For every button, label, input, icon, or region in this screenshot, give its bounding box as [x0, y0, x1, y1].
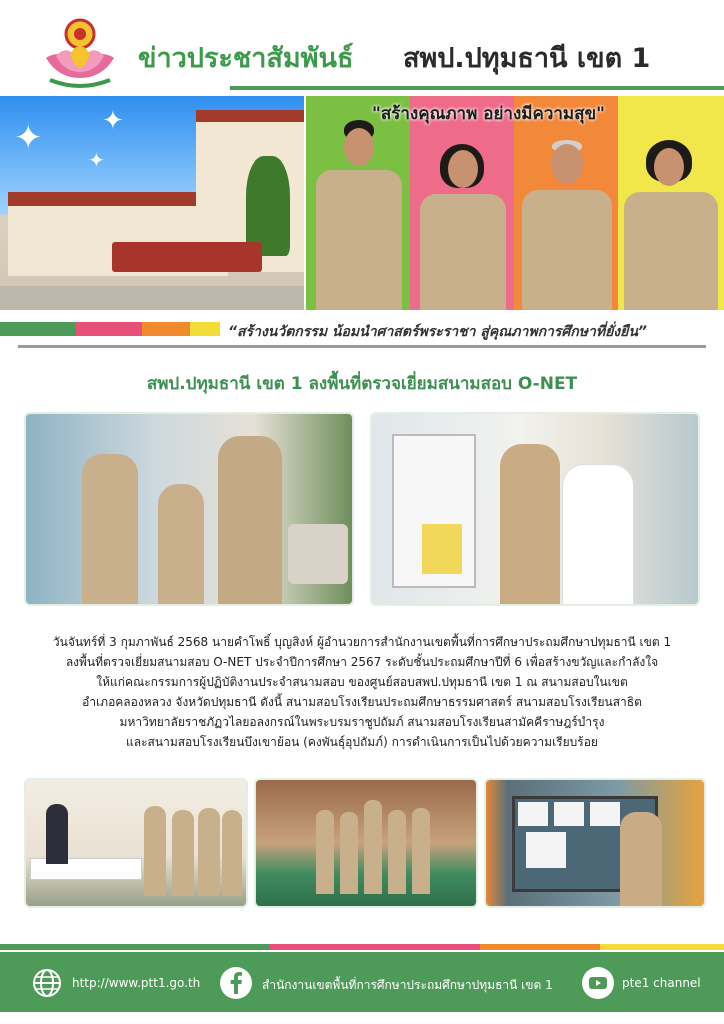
news-body-line: ลงพื้นที่ตรวจเยี่ยมสนามสอบ O-NET ประจำปีการศึกษา 2567 ระดับชั้นประถมศึกษาปีที่ 6 เพื่อสร้างขวัญและกำลังใจ — [65, 655, 659, 669]
news-body — [0, 632, 724, 752]
color-stripe-orange — [142, 322, 190, 336]
header-rule — [230, 86, 724, 90]
official-portrait — [514, 120, 618, 310]
event-photo-exam-list — [486, 780, 704, 906]
youtube-channel-name[interactable]: pte1 channel — [622, 976, 701, 990]
website-link[interactable]: http://www.ptt1.go.th — [72, 976, 201, 990]
footer-stripe-orange — [480, 944, 600, 950]
school-sign — [112, 242, 262, 272]
lotus-emblem-icon — [40, 12, 120, 90]
facebook-page-name[interactable]: สำนักงานเขตพื้นที่การศึกษาประถมศึกษาปทุมธานี เขต 1 — [262, 978, 553, 992]
palm-tree — [246, 156, 290, 256]
banner — [0, 96, 724, 310]
event-photo-notice-board — [372, 414, 698, 604]
banner-slogan: "สร้างคุณภาพ อย่างมีความสุข" — [372, 104, 605, 124]
event-photo-hallway — [26, 414, 352, 604]
news-heading: สพป.ปทุมธานี เขต 1 ลงพื้นที่ตรวจเยี่ยมสนามสอบ O-NET — [146, 374, 578, 394]
sparkle-icon: ✦ — [102, 106, 124, 136]
news-body-line: อำเภอคลองหลวง จังหวัดปทุมธานี ดังนี้ สนามสอบโรงเรียนประถมศึกษาธรรมศาสตร์ สนามสอบโรงเรียนสาธิต — [82, 695, 642, 709]
footer-stripe-green — [0, 944, 270, 950]
color-stripe-green — [0, 322, 76, 336]
news-body-line: และสนามสอบโรงเรียนบึงเขาย้อน (คงพันธุ์อุปถัมภ์) การดำเนินการเป็นไปด้วยความเรียบร้อย — [126, 735, 598, 749]
sparkle-icon: ✦ — [88, 148, 105, 172]
building-photo — [0, 96, 304, 310]
color-stripe-yellow — [190, 322, 220, 336]
color-stripe-pink — [76, 322, 142, 336]
official-portrait — [618, 120, 724, 310]
road — [0, 286, 304, 310]
news-body-line: ให้แก่คณะกรรมการผู้ปฏิบัติงานประจำสนามสอบ ของศูนย์สอบสพป.ปทุมธานี เขต 1 ณ สนามสอบในเขต — [96, 675, 628, 689]
quote-rule — [18, 345, 706, 348]
header-title: ข่าวประชาสัมพันธ์ — [138, 43, 354, 74]
footer — [0, 952, 724, 1012]
facebook-icon[interactable] — [220, 967, 252, 999]
header-logo — [40, 12, 120, 90]
vision-quote: “สร้างนวัตกรรม น้อมนำศาสตร์พระราชา สู่คุณภาพการศึกษาที่ยั่งยืน” — [228, 324, 647, 340]
header-org-name: สพป.ปทุมธานี เขต 1 — [403, 43, 651, 74]
footer-stripe-pink — [270, 944, 480, 950]
sparkle-icon: ✦ — [14, 118, 43, 158]
globe-icon — [32, 968, 62, 998]
news-body-line: มหาวิทยาลัยราชภัฏวไลยอลงกรณ์ในพระบรมราชูปถัมภ์ สนามสอบโรงเรียนสามัคคีราษฎร์บำรุง — [119, 715, 605, 729]
news-body-line: วันจันทร์ที่ 3 กุมภาพันธ์ 2568 นายคำโพธิ์ บุญสิงห์ ผู้อำนวยการสำนักงานเขตพื้นที่การศึกษาประถมศึกษาปทุมธานี เขต 1 — [52, 635, 672, 649]
event-photo-group-room — [26, 780, 246, 906]
youtube-icon[interactable] — [582, 967, 614, 999]
official-portrait — [306, 120, 410, 310]
footer-stripe-yellow — [600, 944, 724, 950]
official-portrait — [410, 120, 514, 310]
event-photo-school-stage — [256, 780, 476, 906]
